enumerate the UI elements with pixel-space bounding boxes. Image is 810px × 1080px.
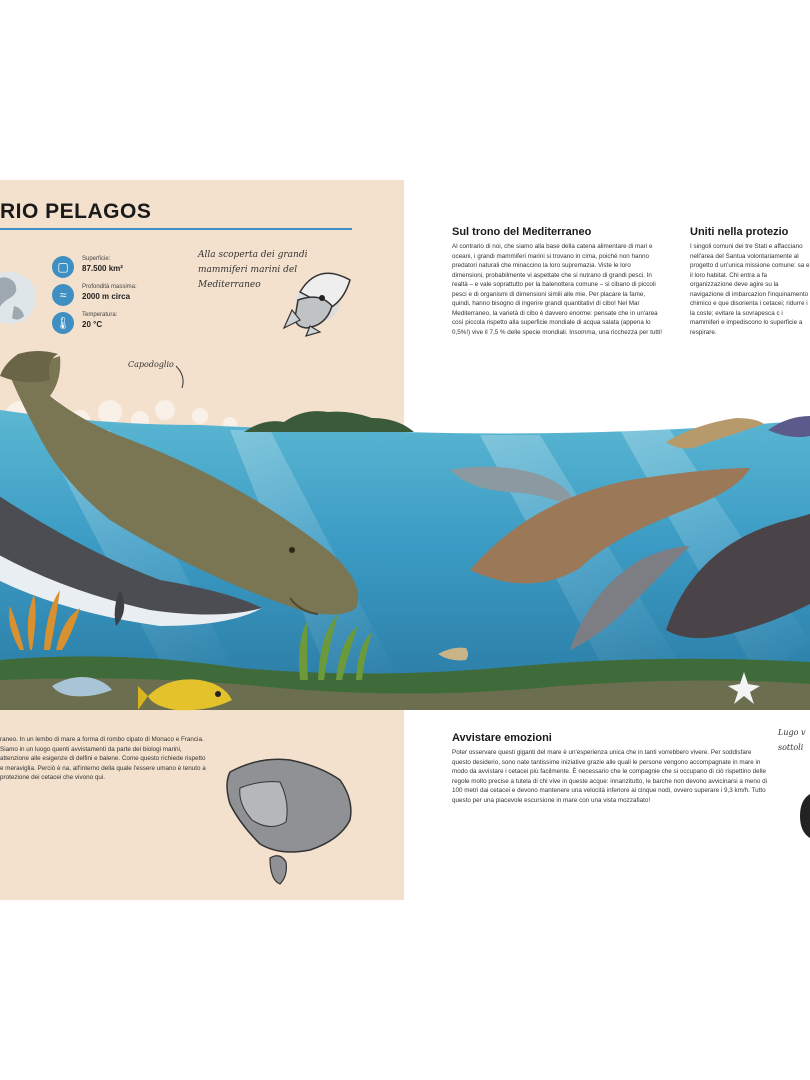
caption-right: Lugo v sottoli	[778, 728, 806, 752]
paragraph-trono: Al contrario di noi, che siamo alla base della catena alimentare di mari e oceani, i grandi mammiferi marini si trovano in cima, poiché non hanno predatori naturali che minaccino la loro supremazia. Viste le loro dimensioni, probabilmente vi aspettate che si nutrano di grandi pesci. In realtà – e vale soprattutto per la balenottera comune – si cibano di piccoli pesci e di organismi di dimensioni simili alle mie. Per placare la fame, quindi, hanno bisogno di ingerire grandi quantitativi di cibo! Nel Mar Mediterraneo, la varietà di cibo è davvero enorme: pensate che in un'area così piccola rispetto alla superficie mondiale di acqua salata (appena lo 0,5%!) vive il 7,5 % delle specie mondiali. Insomma, una ricchezza per tutti!	[452, 243, 662, 336]
heading-avvistare: Avvistare emozioni	[452, 732, 552, 744]
book-spread	[0, 180, 810, 900]
title-underline	[0, 228, 352, 230]
stat-label: Profondità massima:	[82, 284, 137, 290]
tagline: Alla scoperta dei grandi mammiferi marini del Mediterraneo	[198, 250, 308, 290]
stat-value: 20 °C	[82, 320, 103, 329]
heading-trono: Sul trono del Mediterraneo	[452, 226, 592, 238]
stat-value: 2000 m circa	[82, 292, 131, 301]
thermometer-icon: 🌡	[52, 312, 74, 334]
paragraph-uniti: I singoli comuni dei tre Stati e affacciano nell'area del Santua volontariamente al progetto d un'unica missione comune: sa e il loro habitat. Chi entra a fa organizzazione deve agire su la navigazione di imbarcazion l'inquinamento chimico e que disorienta i cetacei; ridurre i la coste; evitare la sovrapesca c i mammiferi e impediscono lo superficie a respirare.	[690, 243, 810, 336]
page-title: RIO PELAGOS	[0, 200, 152, 223]
stat-label: Superficie:	[82, 256, 111, 262]
intro-paragraph: raneo. In un lembo di mare a forma di rombo cipato di Monaco e Francia. Siamo in un luogo quenti avvistamenti da parte dei biologi marini, attenzione alle esigenze di delfini e balene. Come questo richiede rispetto e meraviglia. Perciò è na, all'interno della quale l'essere umano è tenuto a protezione dei cetacei che vivono qui.	[0, 736, 206, 781]
globe-map-icon	[0, 272, 36, 324]
stat-value: 87.500 km²	[82, 264, 123, 273]
capodoglio-label: Capodoglio	[128, 360, 174, 369]
emblem-partial	[800, 794, 810, 838]
area-icon: ▢	[52, 256, 74, 278]
paragraph-avvistare: Poter osservare questi giganti del mare è un'esperienza unica che in tanti vorrebbero vivere. Per soddisfare questo desiderio, sono nate tantissime iniziative grazie alle quali le persone vengono accompagnate in mare in modo da avvistare i cetacei più facilmente. È necessario che le compagnie che si occupano di ciò rispettino delle regole molto precise a tutela di chi vive in queste acque: innanzitutto, le barche non devono avvicinarsi a meno di 100 metri dai cetacei e devono mantenere una velocità inferiore ai cinque nodi, ovvero superare i 9,3 km/h. Tutto questo per una piacevole escursione in mare con una vista mozzafiato!	[452, 749, 768, 804]
heading-uniti: Uniti nella protezio	[690, 226, 789, 238]
stat-label: Temperatura:	[82, 312, 118, 318]
depth-icon: ≈	[52, 284, 74, 306]
italy-map-illustration	[227, 759, 351, 884]
island	[244, 411, 414, 432]
capodoglio-arrow	[176, 366, 183, 388]
